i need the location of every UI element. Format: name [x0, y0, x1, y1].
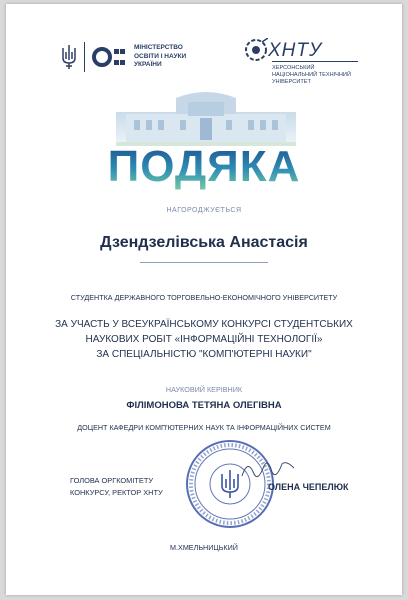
supervisor-position: ДОЦЕНТ КАФЕДРИ КОМП'ЮТЕРНИХ НАУК ТА ІНФОРМАЦІЙНИХ СИСТЕМ [77, 423, 331, 432]
chair-line-1: ГОЛОВА ОРГКОМІТЕТУ [70, 476, 154, 485]
tryzub-icon [62, 44, 76, 70]
reason-line-1: ЗА УЧАСТЬ У ВСЕУКРАЇНСЬКОМУ КОНКУРСІ СТУДЕНТСЬКИХ [55, 319, 353, 330]
university-logo-icon [244, 38, 268, 62]
supervisor-name: ФІЛІМОНОВА ТЕТЯНА ОЛЕГІВНА [126, 400, 282, 411]
chair-line-2: КОНКУРСУ, РЕКТОР ХНТУ [70, 488, 163, 497]
reason-line-3: ЗА СПЕЦІАЛЬНІСТЮ "КОМП'ЮТЕРНІ НАУКИ" [96, 349, 312, 360]
recipient-underline [140, 262, 268, 263]
university-line-1: ХЕРСОНСЬКИЙ [272, 65, 315, 71]
city: М.ХМЕЛЬНИЦЬКИЙ [170, 543, 238, 552]
awarded-label: НАГОРОДЖУЄТЬСЯ [166, 207, 242, 214]
certificate-title: ПОДЯКА [6, 142, 402, 192]
ministry-logo-icon [92, 46, 126, 68]
ministry-name [134, 44, 224, 70]
recipient-status: СТУДЕНТКА ДЕРЖАВНОГО ТОРГОВЕЛЬНО-ЕКОНОМІЧНОГО УНІВЕРСИТЕТУ [70, 293, 338, 302]
recipient-name: Дзендзелівська Анастасія [100, 234, 308, 251]
university-building-illustration [116, 84, 296, 146]
signature [238, 454, 298, 484]
supervisor-role: НАУКОВИЙ КЕРІВНИК [165, 385, 243, 394]
certificate-sheet [6, 4, 402, 595]
ministry-line-2: ОСВІТИ І НАУКИ [134, 52, 187, 60]
ministry-line-3: УКРАЇНИ [134, 61, 162, 68]
ministry-line-1: МІНІСТЕРСТВО [134, 44, 183, 51]
university-full-name [272, 65, 382, 86]
university-line-2: НАЦІОНАЛЬНИЙ ТЕХНІЧНИЙ [272, 72, 351, 78]
award-reason [6, 317, 402, 362]
signer-name: ОЛЕНА ЧЕПЕЛЮК [268, 482, 349, 492]
reason-line-2: НАУКОВИХ РОБІТ «ІНФОРМАЦІЙНІ ТЕХНОЛОГІЇ» [85, 334, 323, 345]
header-divider [84, 42, 85, 72]
university-line-3: УНІВЕРСИТЕТ [272, 79, 311, 85]
official-stamp [184, 438, 276, 530]
chair-title [70, 475, 190, 499]
university-divider [272, 61, 358, 62]
university-short-name: ХНТУ [268, 40, 323, 61]
